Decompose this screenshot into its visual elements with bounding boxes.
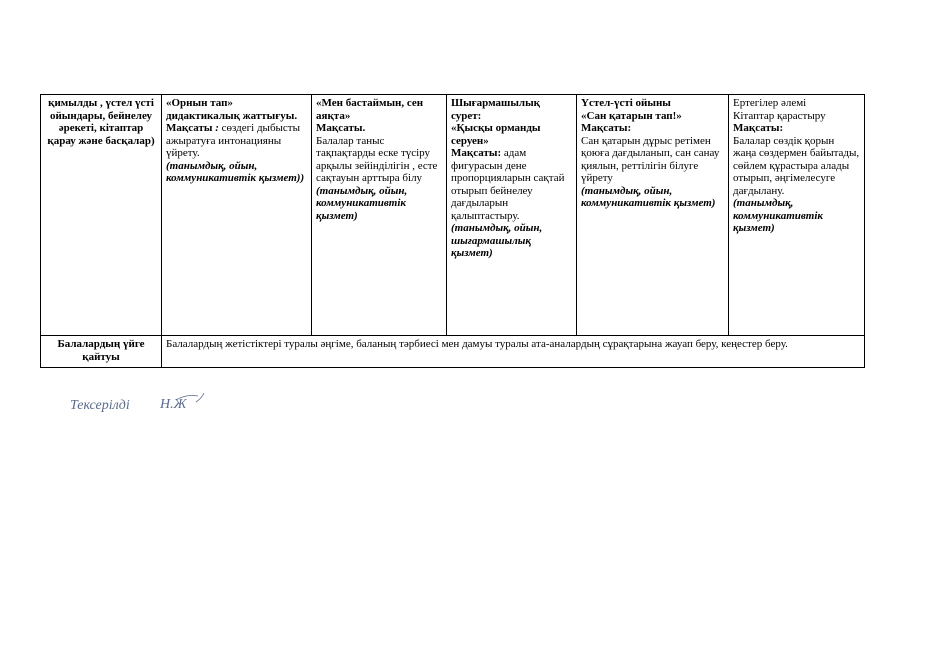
departure-label: Балалардың үйге қайтуы [57, 338, 145, 363]
activity-3-goal-label: Мақсаты: [451, 147, 502, 159]
activity-cell-3 [447, 95, 577, 336]
activity-1-tags: (танымдық, ойын, коммуникативтік қызмет)) [166, 159, 305, 184]
activity-5-tags: (танымдық, коммуникативтік қызмет) [733, 197, 823, 234]
activity-type-text: қимылды , үстел үсті ойындары, бейнелеу әрекеті, кітаптар қарау және басқалар) [47, 97, 155, 147]
departure-label-cell [41, 336, 162, 368]
activity-3-goal: адам фигурасын дене пропорцияларын сақтай отырып бейнелеу дағдыларын қалыптастыру. [451, 147, 565, 222]
signature [68, 392, 218, 418]
activity-cell-1 [162, 95, 312, 336]
activity-5-line2: Кітаптар қарастыру [733, 109, 826, 122]
activity-type-cell [41, 95, 162, 336]
departure-text: Балалардың жетістіктері туралы әңгіме, баланың тәрбиесі мен дамуы туралы ата-аналардың сұрақтарына жауап беру, кеңестер беру. [166, 338, 788, 350]
activity-2-tags: (танымдық, ойын, коммуникативтік қызмет) [316, 184, 408, 222]
signature-initials: Н.Ж [160, 397, 187, 412]
activity-2-goal: Балалар таныс тақпақтарды еске түсіру арқылы зейінділігін , есте сақтауын арттыра білу [316, 134, 438, 184]
activity-1-title: «Орнын тап» дидактикалық жаттығуы. [166, 97, 298, 122]
activity-2-title: «Мен бастаймын, сен аяқта» [316, 97, 424, 122]
activity-cell-4 [577, 95, 729, 336]
activity-4-goal-label: Мақсаты: [581, 122, 632, 134]
activity-5-goal: Балалар сөздік қорын жаңа сөздермен байытады, сөйлем құрастыра алады отырып, әңгімелесуге дағдылану. [733, 134, 860, 197]
activity-4-subtitle: «Сан қатарын тап!» [581, 109, 682, 122]
activity-1-goal: сөздегі дыбысты ажыратуға интонацияны үйрету. [166, 122, 301, 159]
plan-table [40, 94, 865, 368]
activity-1-goal-sep: : [212, 122, 222, 134]
activity-1-goal-label: Мақсаты [166, 122, 213, 134]
activity-3-title: Шығармашылық сурет: [451, 97, 541, 122]
activity-2-goal-label: Мақсаты. [316, 122, 366, 134]
activity-cell-5 [729, 95, 865, 336]
departure-text-cell [162, 336, 865, 368]
activity-3-tags: (танымдық, ойын, шығармашылық қызмет) [451, 222, 543, 259]
activity-row [41, 95, 865, 336]
activity-5-goal-label: Мақсаты: [733, 122, 784, 134]
activity-4-tags: (танымдық, ойын, коммуникативтік қызмет) [581, 184, 716, 209]
activity-4-goal: Сан қатарын дұрыс ретімен қоюға дағдыланып, сан санау қиялын, реттілігін білуге үйрету [581, 134, 720, 184]
activity-5-line1: Ертегілер әлемі [733, 97, 807, 109]
signature-word: Тексерілді [70, 398, 130, 413]
activity-4-title: Үстел-үсті ойыны [581, 97, 671, 109]
activity-cell-2 [312, 95, 447, 336]
activity-3-subtitle: «Қысқы орманды серуен» [451, 122, 541, 147]
departure-row [41, 336, 865, 368]
